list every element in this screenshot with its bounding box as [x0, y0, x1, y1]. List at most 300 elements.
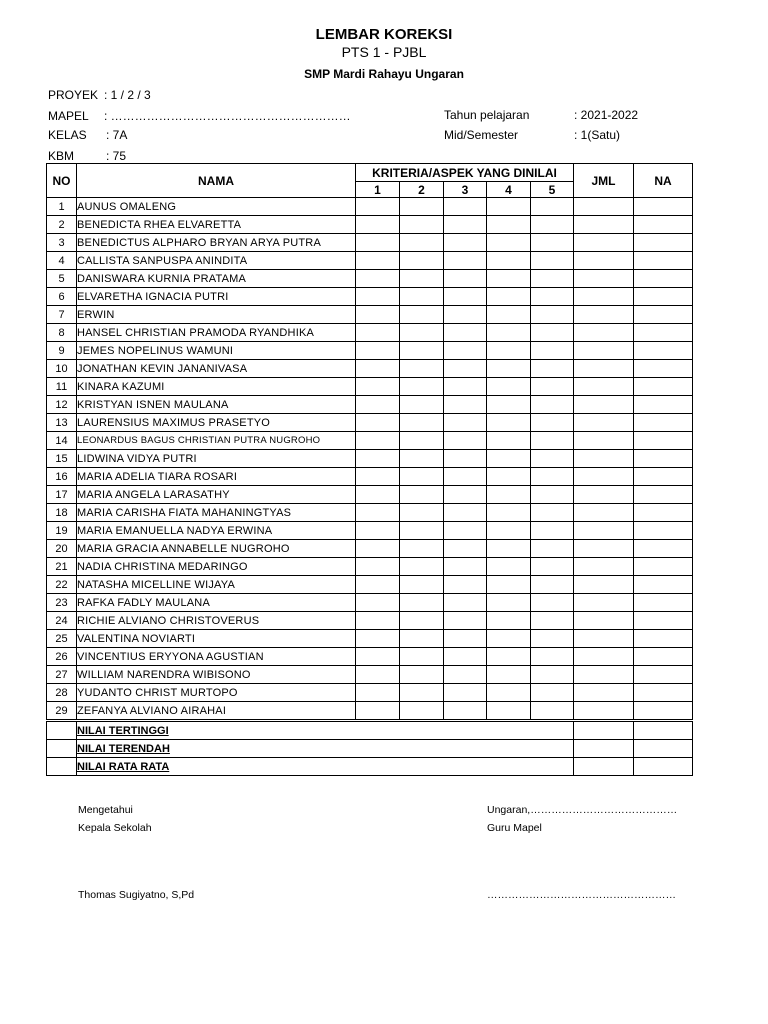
- table-row: [47, 504, 693, 522]
- score-cell-criteria-1[interactable]: [356, 342, 400, 360]
- score-cell-criteria-2[interactable]: [400, 270, 444, 288]
- score-cell-jml[interactable]: [574, 594, 634, 612]
- student-name: JONATHAN KEVIN JANANIVASA: [77, 360, 356, 378]
- table-row: [47, 648, 693, 666]
- score-cell-na[interactable]: [634, 360, 693, 378]
- score-cell-criteria-1[interactable]: [356, 252, 400, 270]
- score-cell-criteria-2[interactable]: [400, 198, 444, 216]
- score-cell-criteria-4[interactable]: [487, 216, 531, 234]
- sign-guru-mapel: Guru Mapel: [487, 822, 542, 834]
- score-cell-criteria-1[interactable]: [356, 324, 400, 342]
- score-cell-jml[interactable]: [574, 360, 634, 378]
- score-cell-criteria-2[interactable]: [400, 378, 444, 396]
- table-row: [47, 486, 693, 504]
- score-cell-na[interactable]: [634, 540, 693, 558]
- table-row: [47, 612, 693, 630]
- score-cell-criteria-1[interactable]: [356, 216, 400, 234]
- score-cell-jml[interactable]: [574, 648, 634, 666]
- score-cell-jml[interactable]: [574, 558, 634, 576]
- score-cell-criteria-1[interactable]: [356, 504, 400, 522]
- score-cell-criteria-4[interactable]: [487, 360, 531, 378]
- score-cell-jml[interactable]: [574, 234, 634, 252]
- score-cell-criteria-4[interactable]: [487, 396, 531, 414]
- score-cell-criteria-5[interactable]: [531, 594, 574, 612]
- score-cell-na[interactable]: [634, 666, 693, 684]
- table-row: [47, 432, 693, 450]
- student-name: NADIA CHRISTINA MEDARINGO: [77, 558, 356, 576]
- score-cell-criteria-4[interactable]: [487, 612, 531, 630]
- score-cell-criteria-2[interactable]: [400, 468, 444, 486]
- score-cell-criteria-3[interactable]: [444, 612, 487, 630]
- sign-mengetahui: Mengetahui: [78, 804, 133, 816]
- score-cell-jml[interactable]: [574, 270, 634, 288]
- summary-row: [47, 721, 693, 740]
- kbm-label: KBM: [48, 149, 75, 163]
- proyek-value: : 1 / 2 / 3: [104, 88, 151, 102]
- score-cell-jml[interactable]: [574, 468, 634, 486]
- summary-na-cell[interactable]: [634, 758, 693, 776]
- score-cell-criteria-1[interactable]: [356, 648, 400, 666]
- score-cell-criteria-1[interactable]: [356, 522, 400, 540]
- summary-na-cell[interactable]: [634, 740, 693, 758]
- sign-kepala-sekolah: Kepala Sekolah: [78, 822, 152, 834]
- semester-label: Mid/Semester: [444, 128, 519, 142]
- score-cell-criteria-5[interactable]: [531, 324, 574, 342]
- table-row: [47, 414, 693, 432]
- table-row: [47, 342, 693, 360]
- score-cell-criteria-2[interactable]: [400, 450, 444, 468]
- score-cell-na[interactable]: [634, 198, 693, 216]
- score-cell-jml[interactable]: [574, 612, 634, 630]
- score-cell-criteria-1[interactable]: [356, 666, 400, 684]
- score-cell-criteria-2[interactable]: [400, 558, 444, 576]
- score-cell-jml[interactable]: [574, 540, 634, 558]
- score-cell-na[interactable]: [634, 324, 693, 342]
- score-cell-criteria-3[interactable]: [444, 216, 487, 234]
- score-cell-criteria-5[interactable]: [531, 612, 574, 630]
- score-cell-criteria-3[interactable]: [444, 396, 487, 414]
- table-row: [47, 666, 693, 684]
- table-row: [47, 630, 693, 648]
- student-no: 10: [47, 360, 77, 378]
- score-cell-na[interactable]: [634, 342, 693, 360]
- score-cell-criteria-4[interactable]: [487, 450, 531, 468]
- page-title: LEMBAR KOREKSI: [315, 26, 453, 43]
- score-cell-criteria-4[interactable]: [487, 648, 531, 666]
- score-cell-criteria-3[interactable]: [444, 378, 487, 396]
- score-cell-na[interactable]: [634, 576, 693, 594]
- proyek-label: PROYEK: [48, 88, 99, 102]
- table-row: [47, 378, 693, 396]
- score-cell-criteria-5[interactable]: [531, 468, 574, 486]
- score-cell-na[interactable]: [634, 378, 693, 396]
- score-cell-na[interactable]: [634, 414, 693, 432]
- score-cell-criteria-2[interactable]: [400, 342, 444, 360]
- score-cell-na[interactable]: [634, 216, 693, 234]
- score-cell-na[interactable]: [634, 486, 693, 504]
- score-cell-criteria-4[interactable]: [487, 486, 531, 504]
- score-cell-jml[interactable]: [574, 288, 634, 306]
- summary-jml-cell[interactable]: [574, 740, 634, 758]
- student-name: AUNUS OMALENG: [77, 198, 356, 216]
- score-cell-criteria-3[interactable]: [444, 270, 487, 288]
- score-cell-na[interactable]: [634, 468, 693, 486]
- score-cell-jml[interactable]: [574, 342, 634, 360]
- score-cell-na[interactable]: [634, 702, 693, 721]
- student-name: YUDANTO CHRIST MURTOPO: [77, 684, 356, 702]
- score-cell-jml[interactable]: [574, 414, 634, 432]
- table-row: [47, 360, 693, 378]
- score-cell-criteria-4[interactable]: [487, 414, 531, 432]
- score-cell-criteria-4[interactable]: [487, 306, 531, 324]
- score-cell-jml[interactable]: [574, 306, 634, 324]
- student-name: NATASHA MICELLINE WIJAYA: [77, 576, 356, 594]
- score-cell-criteria-3[interactable]: [444, 504, 487, 522]
- score-cell-jml[interactable]: [574, 504, 634, 522]
- score-cell-criteria-4[interactable]: [487, 576, 531, 594]
- table-row: [47, 594, 693, 612]
- header-jml: JML: [574, 164, 634, 198]
- score-cell-criteria-1[interactable]: [356, 270, 400, 288]
- score-cell-criteria-5[interactable]: [531, 504, 574, 522]
- score-cell-criteria-4[interactable]: [487, 558, 531, 576]
- score-cell-criteria-4[interactable]: [487, 270, 531, 288]
- table-row: [47, 702, 693, 721]
- score-cell-criteria-4[interactable]: [487, 342, 531, 360]
- student-no: 4: [47, 252, 77, 270]
- score-cell-criteria-1[interactable]: [356, 684, 400, 702]
- score-cell-criteria-5[interactable]: [531, 648, 574, 666]
- student-no: 23: [47, 594, 77, 612]
- score-cell-criteria-5[interactable]: [531, 450, 574, 468]
- summary-jml-cell[interactable]: [574, 758, 634, 776]
- score-cell-criteria-5[interactable]: [531, 558, 574, 576]
- score-cell-criteria-4[interactable]: [487, 378, 531, 396]
- score-cell-criteria-5[interactable]: [531, 486, 574, 504]
- score-cell-jml[interactable]: [574, 324, 634, 342]
- student-no: 27: [47, 666, 77, 684]
- student-no: 12: [47, 396, 77, 414]
- score-cell-criteria-4[interactable]: [487, 684, 531, 702]
- score-cell-criteria-3[interactable]: [444, 666, 487, 684]
- score-cell-criteria-3[interactable]: [444, 486, 487, 504]
- score-cell-na[interactable]: [634, 522, 693, 540]
- score-cell-criteria-1[interactable]: [356, 234, 400, 252]
- score-cell-criteria-2[interactable]: [400, 594, 444, 612]
- student-no: 16: [47, 468, 77, 486]
- student-name: DANISWARA KURNIA PRATAMA: [77, 270, 356, 288]
- student-name: BENEDICTA RHEA ELVARETTA: [77, 216, 356, 234]
- score-cell-criteria-1[interactable]: [356, 306, 400, 324]
- score-cell-na[interactable]: [634, 432, 693, 450]
- score-cell-criteria-3[interactable]: [444, 558, 487, 576]
- score-cell-criteria-2[interactable]: [400, 702, 444, 721]
- table-row: [47, 234, 693, 252]
- score-cell-na[interactable]: [634, 648, 693, 666]
- student-no: 2: [47, 216, 77, 234]
- score-cell-criteria-5[interactable]: [531, 198, 574, 216]
- score-cell-criteria-5[interactable]: [531, 378, 574, 396]
- score-cell-criteria-2[interactable]: [400, 432, 444, 450]
- score-cell-na[interactable]: [634, 234, 693, 252]
- summary-row: [47, 740, 693, 758]
- score-cell-criteria-5[interactable]: [531, 396, 574, 414]
- score-cell-criteria-5[interactable]: [531, 702, 574, 721]
- score-cell-jml[interactable]: [574, 522, 634, 540]
- score-cell-criteria-2[interactable]: [400, 306, 444, 324]
- table-row: [47, 450, 693, 468]
- score-cell-criteria-2[interactable]: [400, 504, 444, 522]
- header-criteria-3: 3: [444, 182, 487, 198]
- score-cell-na[interactable]: [634, 630, 693, 648]
- score-cell-criteria-5[interactable]: [531, 414, 574, 432]
- student-name: VALENTINA NOVIARTI: [77, 630, 356, 648]
- score-cell-criteria-3[interactable]: [444, 234, 487, 252]
- score-cell-criteria-4[interactable]: [487, 288, 531, 306]
- score-cell-criteria-1[interactable]: [356, 432, 400, 450]
- student-name: LAURENSIUS MAXIMUS PRASETYO: [77, 414, 356, 432]
- score-cell-criteria-4[interactable]: [487, 198, 531, 216]
- score-cell-na[interactable]: [634, 306, 693, 324]
- score-cell-criteria-3[interactable]: [444, 342, 487, 360]
- score-cell-criteria-3[interactable]: [444, 522, 487, 540]
- student-no: 7: [47, 306, 77, 324]
- header-criteria-5: 5: [531, 182, 574, 198]
- score-cell-criteria-3[interactable]: [444, 414, 487, 432]
- score-cell-criteria-5[interactable]: [531, 576, 574, 594]
- score-cell-jml[interactable]: [574, 396, 634, 414]
- sign-place-date: Ungaran,……………………………………: [487, 804, 678, 816]
- header-no: NO: [47, 164, 77, 198]
- score-cell-jml[interactable]: [574, 666, 634, 684]
- summary-no: [47, 721, 77, 740]
- student-no: 3: [47, 234, 77, 252]
- score-cell-criteria-1[interactable]: [356, 486, 400, 504]
- score-cell-criteria-5[interactable]: [531, 522, 574, 540]
- score-cell-criteria-2[interactable]: [400, 630, 444, 648]
- score-cell-criteria-4[interactable]: [487, 324, 531, 342]
- score-cell-criteria-2[interactable]: [400, 252, 444, 270]
- score-cell-criteria-5[interactable]: [531, 252, 574, 270]
- score-cell-criteria-2[interactable]: [400, 360, 444, 378]
- score-cell-criteria-4[interactable]: [487, 522, 531, 540]
- score-cell-criteria-3[interactable]: [444, 576, 487, 594]
- score-cell-na[interactable]: [634, 396, 693, 414]
- score-cell-jml[interactable]: [574, 432, 634, 450]
- sign-principal-name: Thomas Sugiyatno, S,Pd: [78, 889, 195, 901]
- score-cell-criteria-4[interactable]: [487, 702, 531, 721]
- score-cell-jml[interactable]: [574, 576, 634, 594]
- table-row: [47, 306, 693, 324]
- score-cell-criteria-3[interactable]: [444, 594, 487, 612]
- score-cell-criteria-5[interactable]: [531, 216, 574, 234]
- student-no: 18: [47, 504, 77, 522]
- score-cell-criteria-4[interactable]: [487, 594, 531, 612]
- tahun-value: : 2021-2022: [574, 108, 639, 122]
- student-no: 22: [47, 576, 77, 594]
- score-cell-criteria-5[interactable]: [531, 540, 574, 558]
- summary-row: [47, 758, 693, 776]
- score-cell-criteria-2[interactable]: [400, 666, 444, 684]
- student-name: MARIA CARISHA FIATA MAHANINGTYAS: [77, 504, 356, 522]
- table-row: [47, 522, 693, 540]
- score-cell-criteria-1[interactable]: [356, 558, 400, 576]
- score-cell-criteria-3[interactable]: [444, 360, 487, 378]
- summary-label: NILAI TERTINGGI: [77, 721, 574, 740]
- score-cell-criteria-3[interactable]: [444, 432, 487, 450]
- school-name: SMP Mardi Rahayu Ungaran: [304, 67, 464, 81]
- score-cell-criteria-1[interactable]: [356, 576, 400, 594]
- score-cell-criteria-2[interactable]: [400, 648, 444, 666]
- mapel-label: MAPEL: [48, 109, 89, 123]
- score-cell-criteria-1[interactable]: [356, 540, 400, 558]
- score-cell-criteria-4[interactable]: [487, 630, 531, 648]
- score-cell-criteria-3[interactable]: [444, 702, 487, 721]
- score-cell-criteria-1[interactable]: [356, 414, 400, 432]
- score-cell-criteria-3[interactable]: [444, 648, 487, 666]
- score-cell-jml[interactable]: [574, 216, 634, 234]
- score-cell-criteria-2[interactable]: [400, 486, 444, 504]
- score-cell-criteria-2[interactable]: [400, 288, 444, 306]
- score-cell-jml[interactable]: [574, 198, 634, 216]
- score-cell-criteria-4[interactable]: [487, 432, 531, 450]
- student-no: 29: [47, 702, 77, 721]
- score-cell-criteria-2[interactable]: [400, 216, 444, 234]
- score-cell-na[interactable]: [634, 450, 693, 468]
- score-cell-na[interactable]: [634, 288, 693, 306]
- student-no: 20: [47, 540, 77, 558]
- score-cell-criteria-2[interactable]: [400, 522, 444, 540]
- score-cell-criteria-5[interactable]: [531, 270, 574, 288]
- score-cell-criteria-5[interactable]: [531, 432, 574, 450]
- score-cell-criteria-2[interactable]: [400, 612, 444, 630]
- score-cell-criteria-1[interactable]: [356, 288, 400, 306]
- score-cell-criteria-4[interactable]: [487, 468, 531, 486]
- table-row: [47, 684, 693, 702]
- header-kriteria: KRITERIA/ASPEK YANG DINILAI: [356, 164, 574, 182]
- student-no: 9: [47, 342, 77, 360]
- score-cell-na[interactable]: [634, 252, 693, 270]
- tahun-label: Tahun pelajaran: [444, 108, 530, 122]
- score-cell-criteria-2[interactable]: [400, 576, 444, 594]
- score-cell-criteria-4[interactable]: [487, 540, 531, 558]
- score-cell-jml[interactable]: [574, 684, 634, 702]
- score-cell-criteria-5[interactable]: [531, 630, 574, 648]
- score-cell-criteria-1[interactable]: [356, 468, 400, 486]
- score-cell-criteria-5[interactable]: [531, 306, 574, 324]
- kelas-label: KELAS: [48, 128, 87, 142]
- student-no: 6: [47, 288, 77, 306]
- student-name: BENEDICTUS ALPHARO BRYAN ARYA PUTRA: [77, 234, 356, 252]
- score-cell-criteria-3[interactable]: [444, 324, 487, 342]
- score-cell-na[interactable]: [634, 612, 693, 630]
- student-name: ELVARETHA IGNACIA PUTRI: [77, 288, 356, 306]
- header-criteria-2: 2: [400, 182, 444, 198]
- table-row: [47, 468, 693, 486]
- score-cell-criteria-2[interactable]: [400, 540, 444, 558]
- student-no: 14: [47, 432, 77, 450]
- score-cell-criteria-5[interactable]: [531, 342, 574, 360]
- table-row: [47, 558, 693, 576]
- score-cell-na[interactable]: [634, 504, 693, 522]
- student-no: 13: [47, 414, 77, 432]
- page-subtitle: PTS 1 - PJBL: [341, 44, 427, 60]
- student-name: LIDWINA VIDYA PUTRI: [77, 450, 356, 468]
- score-cell-jml[interactable]: [574, 702, 634, 721]
- summary-label: NILAI RATA RATA: [77, 758, 574, 776]
- score-cell-criteria-5[interactable]: [531, 234, 574, 252]
- score-cell-criteria-3[interactable]: [444, 684, 487, 702]
- student-no: 11: [47, 378, 77, 396]
- score-cell-criteria-3[interactable]: [444, 252, 487, 270]
- score-cell-criteria-2[interactable]: [400, 234, 444, 252]
- student-no: 25: [47, 630, 77, 648]
- score-cell-criteria-1[interactable]: [356, 396, 400, 414]
- student-no: 15: [47, 450, 77, 468]
- score-cell-na[interactable]: [634, 594, 693, 612]
- score-cell-criteria-1[interactable]: [356, 594, 400, 612]
- score-cell-jml[interactable]: [574, 630, 634, 648]
- score-cell-criteria-3[interactable]: [444, 288, 487, 306]
- score-cell-criteria-1[interactable]: [356, 612, 400, 630]
- score-cell-jml[interactable]: [574, 486, 634, 504]
- score-cell-criteria-2[interactable]: [400, 414, 444, 432]
- score-cell-jml[interactable]: [574, 378, 634, 396]
- score-cell-criteria-4[interactable]: [487, 504, 531, 522]
- student-name: ERWIN: [77, 306, 356, 324]
- score-cell-criteria-1[interactable]: [356, 360, 400, 378]
- sign-teacher-name: ………………………………………………: [487, 889, 676, 901]
- score-cell-na[interactable]: [634, 270, 693, 288]
- score-cell-criteria-3[interactable]: [444, 450, 487, 468]
- score-cell-criteria-4[interactable]: [487, 252, 531, 270]
- score-cell-criteria-4[interactable]: [487, 666, 531, 684]
- score-cell-na[interactable]: [634, 558, 693, 576]
- score-cell-criteria-5[interactable]: [531, 360, 574, 378]
- kelas-value: : 7A: [106, 128, 128, 142]
- table-row: [47, 270, 693, 288]
- score-cell-criteria-1[interactable]: [356, 198, 400, 216]
- score-cell-criteria-3[interactable]: [444, 198, 487, 216]
- score-cell-criteria-2[interactable]: [400, 396, 444, 414]
- student-name: VINCENTIUS ERYYONA AGUSTIAN: [77, 648, 356, 666]
- score-cell-criteria-5[interactable]: [531, 288, 574, 306]
- score-cell-criteria-2[interactable]: [400, 684, 444, 702]
- score-cell-criteria-4[interactable]: [487, 234, 531, 252]
- score-cell-criteria-1[interactable]: [356, 630, 400, 648]
- score-cell-jml[interactable]: [574, 252, 634, 270]
- score-cell-criteria-1[interactable]: [356, 450, 400, 468]
- student-name: KRISTYAN ISNEN MAULANA: [77, 396, 356, 414]
- score-cell-criteria-2[interactable]: [400, 324, 444, 342]
- score-cell-criteria-3[interactable]: [444, 540, 487, 558]
- student-name: MARIA ANGELA LARASATHY: [77, 486, 356, 504]
- score-cell-criteria-5[interactable]: [531, 666, 574, 684]
- score-cell-criteria-1[interactable]: [356, 378, 400, 396]
- summary-na-cell[interactable]: [634, 721, 693, 740]
- summary-jml-cell[interactable]: [574, 721, 634, 740]
- student-name: MARIA GRACIA ANNABELLE NUGROHO: [77, 540, 356, 558]
- score-cell-na[interactable]: [634, 684, 693, 702]
- score-cell-criteria-1[interactable]: [356, 702, 400, 721]
- score-cell-criteria-3[interactable]: [444, 306, 487, 324]
- student-no: 5: [47, 270, 77, 288]
- score-cell-criteria-3[interactable]: [444, 468, 487, 486]
- score-cell-criteria-3[interactable]: [444, 630, 487, 648]
- score-cell-jml[interactable]: [574, 450, 634, 468]
- score-cell-criteria-5[interactable]: [531, 684, 574, 702]
- table-row: [47, 216, 693, 234]
